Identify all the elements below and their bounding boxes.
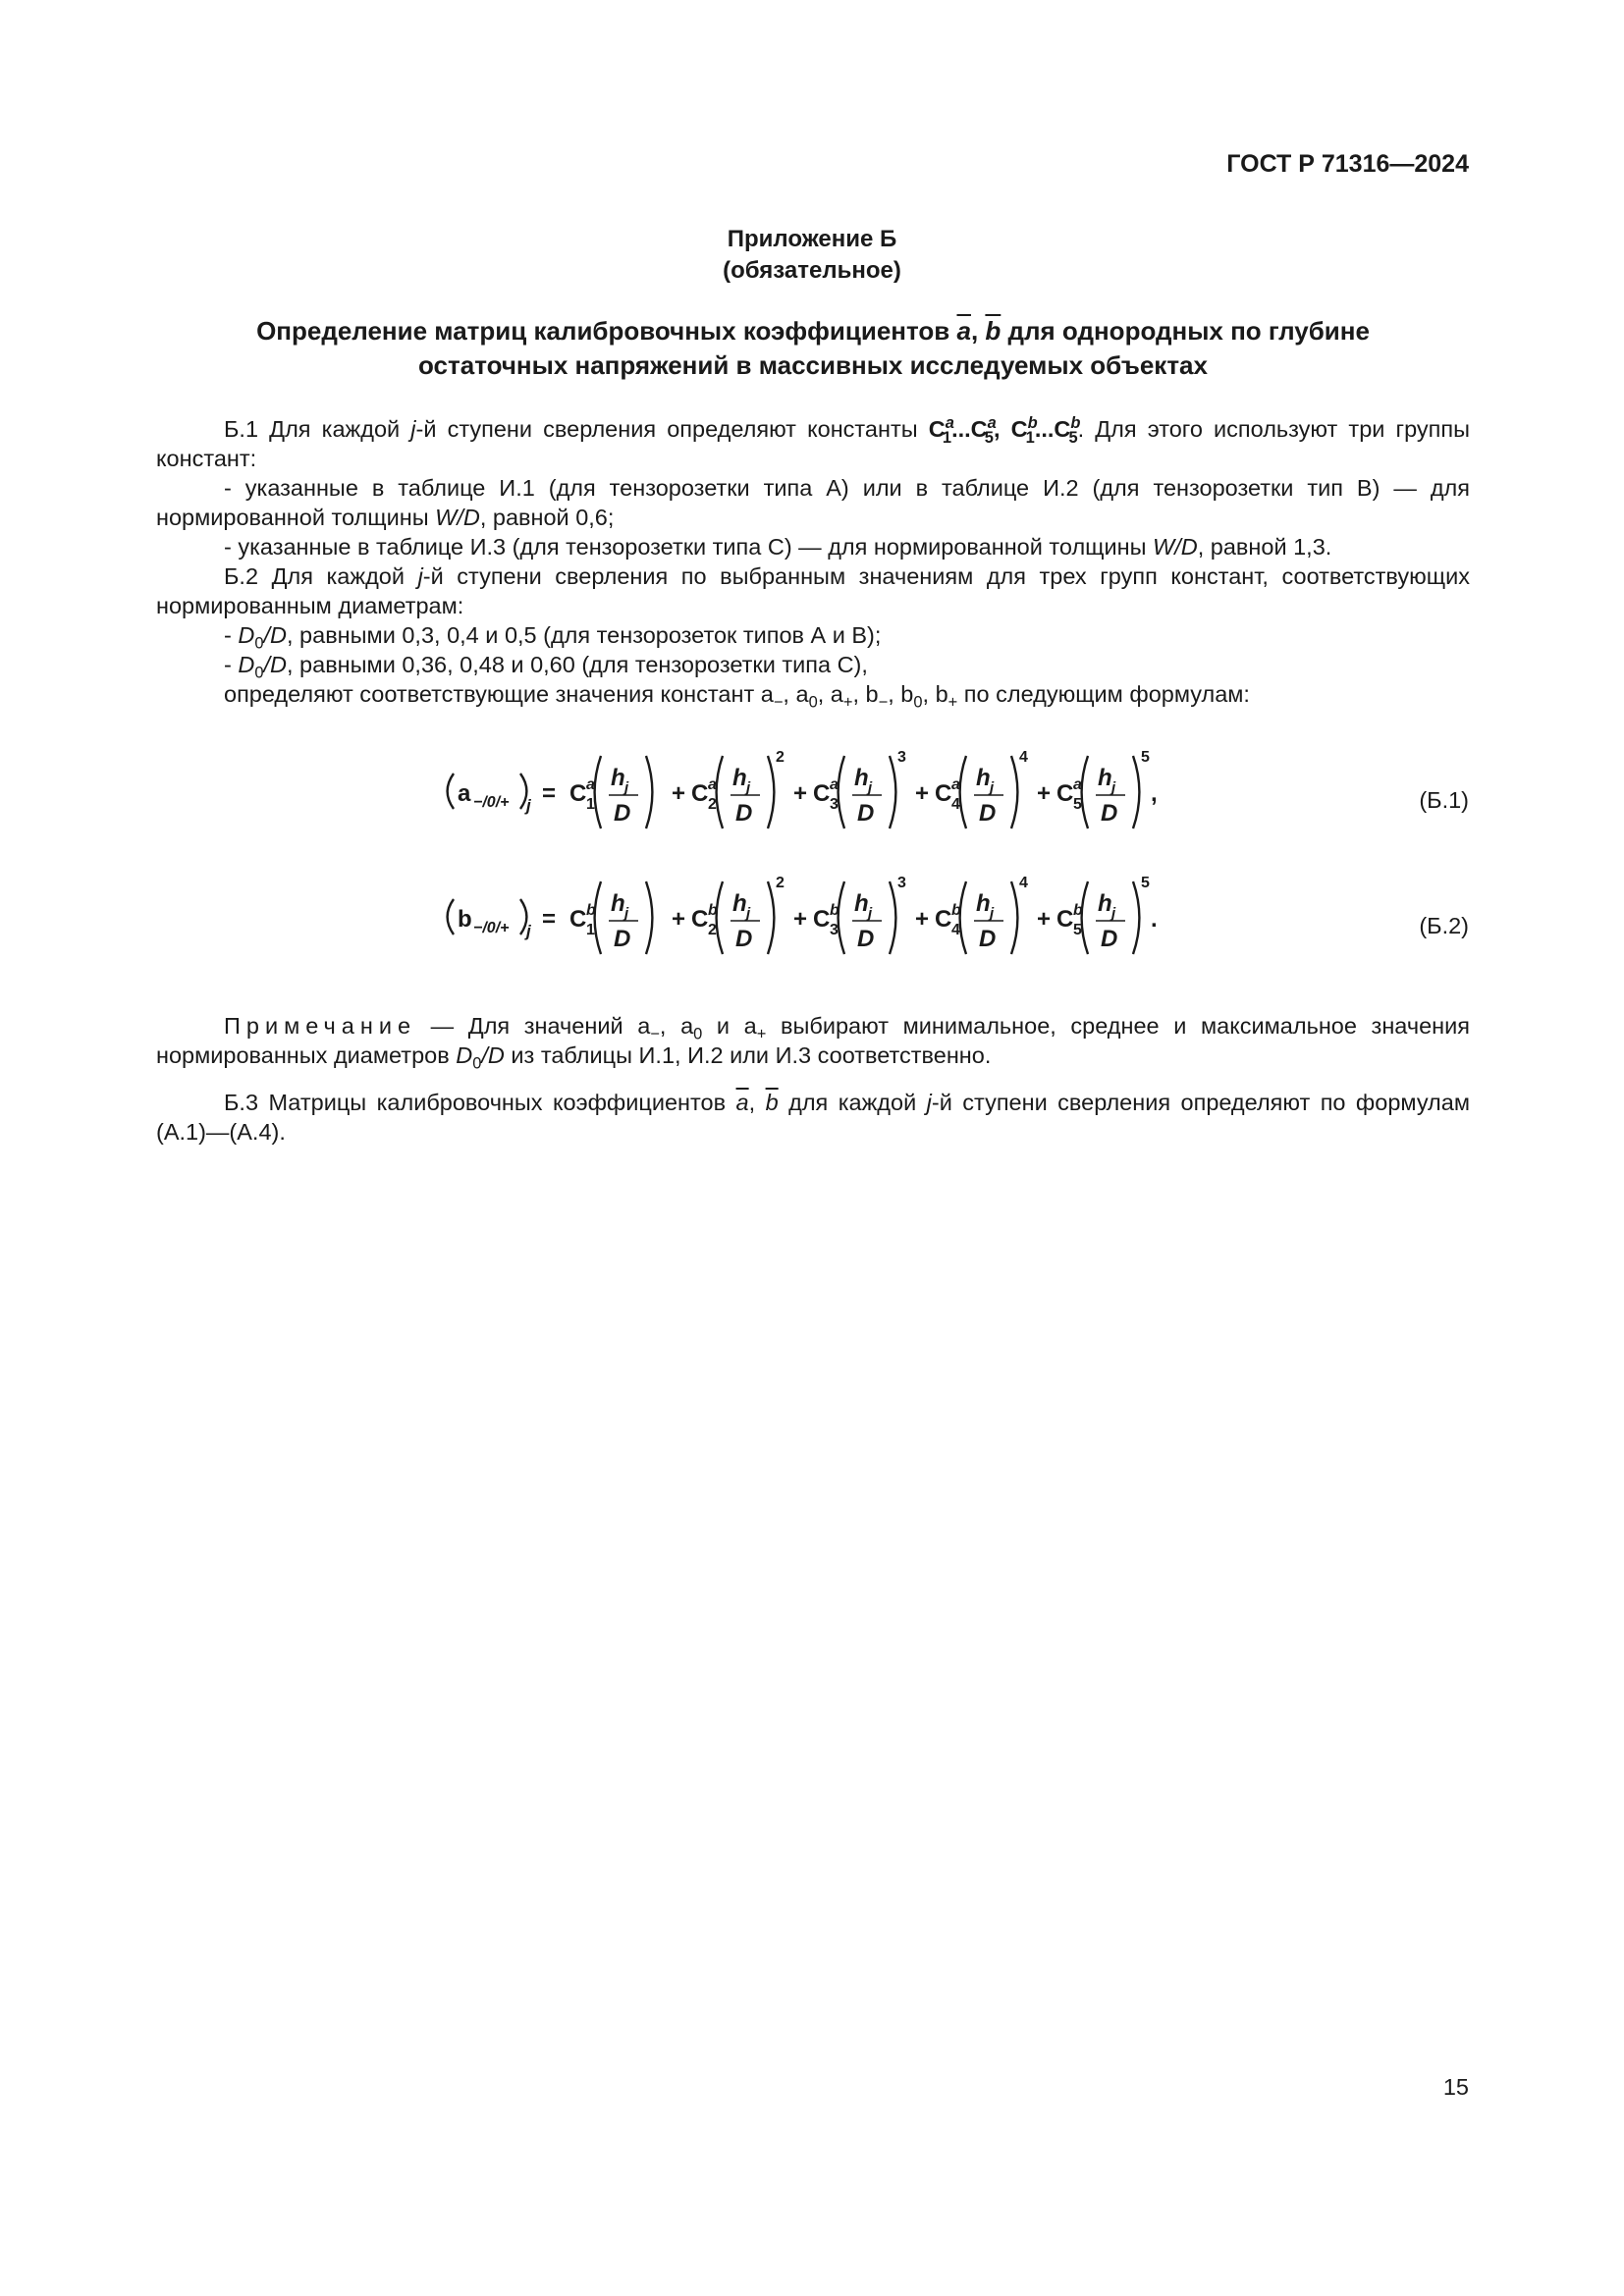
denominator-d: D — [857, 926, 875, 952]
coefficient-superscript: b — [708, 902, 718, 919]
left-paren — [839, 756, 844, 828]
left-paren — [960, 756, 966, 828]
coefficient-c: C — [691, 780, 709, 807]
plus-sign: + — [672, 780, 686, 807]
formula-b2-graphic — [442, 874, 1188, 962]
right-paren — [1133, 756, 1139, 828]
power-exponent: 4 — [1019, 749, 1028, 766]
denominator-d: D — [979, 800, 997, 827]
coefficient-index: 5 — [1073, 796, 1082, 813]
denominator-d: D — [735, 800, 753, 827]
standard-code: ГОСТ Р 71316—2024 — [1226, 150, 1469, 178]
equals-sign: = — [542, 780, 557, 807]
appendix-status: (обязательное) — [723, 257, 901, 284]
numerator-h: h — [976, 765, 991, 791]
coefficient-index: 4 — [951, 796, 960, 813]
numerator-h: h — [976, 890, 991, 917]
power-exponent: 2 — [776, 875, 785, 891]
coefficient-index: 3 — [830, 796, 839, 813]
left-paren — [595, 756, 601, 828]
coefficient-superscript: b — [1073, 902, 1083, 919]
paragraph-b2: Б.2 Для каждой j-й ступени сверления по выбранным значениям для трех групп констант, соответствующих нормированным диаметрам: — [156, 563, 1470, 618]
coefficient-c: C — [1056, 780, 1074, 807]
coefficient-index: 1 — [586, 796, 595, 813]
power-exponent: 4 — [1019, 875, 1028, 891]
left-paren — [960, 881, 966, 954]
list-item: - указанные в таблице И.3 (для тензорозетки типа С) — для нормированной толщины W/D, равной 1,3. — [224, 534, 1332, 560]
numerator-j: j — [1111, 905, 1116, 922]
coefficient-c: C — [569, 780, 587, 807]
coefficient-index: 3 — [830, 922, 839, 938]
coefficient-index: 4 — [951, 922, 960, 938]
coefficient-c: C — [935, 780, 952, 807]
coefficient-superscript: a — [830, 776, 839, 793]
page-number: 15 — [1442, 2074, 1469, 2100]
coefficient-superscript: a — [586, 776, 595, 793]
denominator-d: D — [614, 926, 631, 952]
left-paren — [1082, 881, 1088, 954]
left-paren — [1082, 756, 1088, 828]
power-exponent: 3 — [897, 875, 906, 891]
coefficient-c: C — [813, 906, 831, 933]
list-item: - $D_0/D$, равными 0,3, 0,4 и 0,5 (для тензорозеток типов А и В); — [224, 622, 882, 653]
paragraph-b2-cont: определяют соответствующие значения констант $a_-$, $a_0$, $a_+$, $b_-$, $b_0$, $b_+$ по следующим формулам: — [224, 681, 1250, 712]
formula-end: , — [1151, 780, 1158, 807]
coefficient-superscript: a — [951, 776, 960, 793]
coefficient-superscript: b — [951, 902, 961, 919]
denominator-d: D — [979, 926, 997, 952]
right-paren — [1133, 881, 1139, 954]
right-paren — [768, 756, 774, 828]
right-paren — [768, 881, 774, 954]
lhs-variable: a — [458, 780, 471, 807]
note-block — [156, 1011, 1471, 1073]
formula-number: (Б.1) — [1419, 787, 1469, 813]
plus-sign: + — [793, 906, 808, 933]
denominator-d: D — [1101, 926, 1118, 952]
formula-end: . — [1151, 906, 1158, 933]
right-paren — [1011, 881, 1017, 954]
numerator-h: h — [611, 765, 625, 791]
plus-sign: + — [915, 780, 930, 807]
coefficient-superscript: a — [708, 776, 717, 793]
plus-sign: + — [1037, 906, 1052, 933]
lhs-variable: b — [458, 906, 472, 933]
right-paren — [890, 881, 895, 954]
denominator-d: D — [614, 800, 631, 827]
list-item: - указанные в таблице И.1 (для тензорозетки типа А) или в таблице И.2 (для тензорозетки тип В) — для нормированной толщины W/D, равной 0,6; — [156, 475, 1470, 530]
power-exponent: 5 — [1141, 749, 1150, 766]
left-paren — [448, 774, 454, 809]
denominator-d: D — [735, 926, 753, 952]
appendix-name: Приложение Б — [727, 226, 897, 252]
formula-b2 — [0, 874, 1624, 962]
coefficient-index: 5 — [1073, 922, 1082, 938]
numerator-h: h — [732, 765, 747, 791]
formula-number: (Б.2) — [1419, 913, 1469, 938]
numerator-j: j — [746, 905, 751, 922]
power-exponent: 2 — [776, 749, 785, 766]
left-paren — [839, 881, 844, 954]
numerator-j: j — [746, 779, 751, 796]
paragraph-b1: Б.1 Для каждой j-й ступени сверления определяют константы $C^a_1...C^a_5$, $C^b_1...C^b_5$. Для этого используют три группы констант: — [156, 414, 1470, 471]
denominator-d: D — [857, 800, 875, 827]
note-paragraph: Примечание — Для значений $a_-$, $a_0$ и $a_+$ выбирают минимальное, среднее и максимальное значения нормированных диаметров $D_0/D$ из таблицы И.1, И.2 или И.3 соответственно. — [156, 1013, 1471, 1073]
numerator-h: h — [1098, 890, 1112, 917]
lhs-subscript: −/0/+ — [473, 794, 510, 811]
lhs-subscript: −/0/+ — [473, 920, 510, 936]
equals-sign: = — [542, 906, 557, 933]
right-paren — [1011, 756, 1017, 828]
plus-sign: + — [793, 780, 808, 807]
plus-sign: + — [1037, 780, 1052, 807]
denominator-d: D — [1101, 800, 1118, 827]
coefficient-c: C — [569, 906, 587, 933]
coefficient-superscript: a — [1073, 776, 1082, 793]
numerator-h: h — [854, 890, 869, 917]
coefficient-index: 1 — [586, 922, 595, 938]
power-exponent: 5 — [1141, 875, 1150, 891]
coefficient-c: C — [1056, 906, 1074, 933]
numerator-h: h — [854, 765, 869, 791]
power-exponent: 3 — [897, 749, 906, 766]
coefficient-c: C — [935, 906, 952, 933]
numerator-j: j — [624, 905, 629, 922]
right-paren — [646, 756, 652, 828]
right-paren — [890, 756, 895, 828]
paragraph-b3: Б.3 Матрицы калибровочных коэффициентов $\overline{a}$, $\overline{b}$ для каждой j-й ступени сверления определяют по формулам (А.1)—(А.4). — [156, 1090, 1470, 1145]
numerator-j: j — [624, 779, 629, 796]
numerator-h: h — [732, 890, 747, 917]
coefficient-index: 2 — [708, 796, 717, 813]
numerator-j: j — [1111, 779, 1116, 796]
left-paren — [717, 881, 723, 954]
formula-b1-graphic — [442, 748, 1188, 836]
coefficient-c: C — [813, 780, 831, 807]
numerator-h: h — [1098, 765, 1112, 791]
plus-sign: + — [915, 906, 930, 933]
constants-c-a-b: $C^a_1...C^a_5$, $C^b_1...C^b_5$ — [928, 414, 1081, 447]
list-item: - $D_0/D$, равными 0,36, 0,48 и 0,60 (для тензорозетки типа С), — [224, 652, 868, 682]
coefficient-superscript: b — [586, 902, 596, 919]
numerator-h: h — [611, 890, 625, 917]
left-paren — [595, 881, 601, 954]
formula-b1 — [0, 748, 1624, 836]
plus-sign: + — [672, 906, 686, 933]
left-paren — [448, 899, 454, 934]
left-paren — [717, 756, 723, 828]
lhs-index: j — [526, 796, 531, 815]
right-paren — [646, 881, 652, 954]
coefficient-superscript: b — [830, 902, 839, 919]
body-text-1 — [156, 414, 1470, 712]
lhs-index: j — [526, 922, 531, 940]
coefficient-index: 2 — [708, 922, 717, 938]
numerator-j: j — [868, 779, 873, 796]
numerator-j: j — [990, 905, 995, 922]
numerator-j: j — [990, 779, 995, 796]
section-title: Определение матриц калибровочных коэффициентов $\overline{a}$, $\overline{b}$ для однородных по глубине остаточных напряжений в массивных исследуемых объектах — [256, 316, 1370, 380]
numerator-j: j — [868, 905, 873, 922]
coefficient-c: C — [691, 906, 709, 933]
